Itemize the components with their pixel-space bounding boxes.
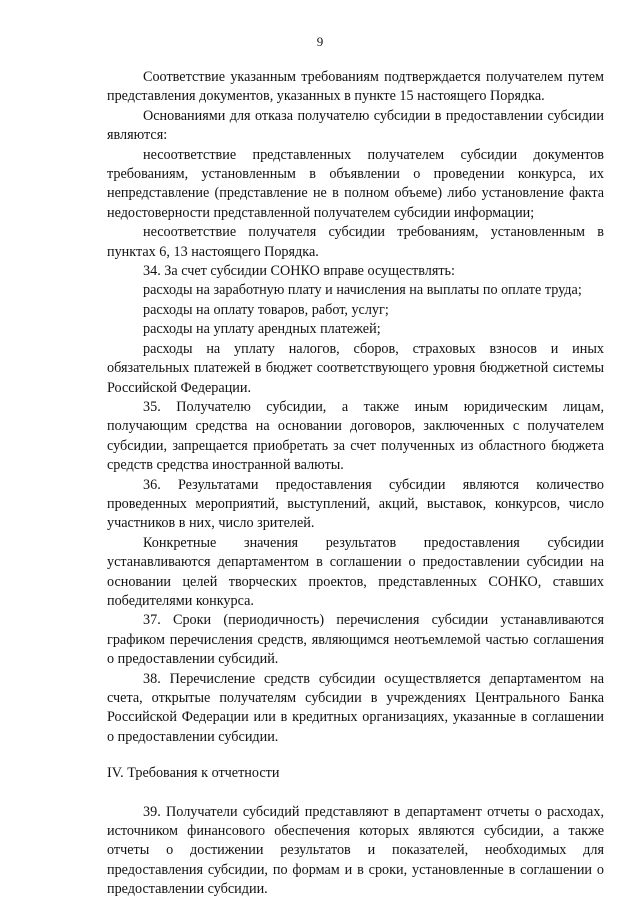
- paragraph: расходы на уплату арендных платежей;: [143, 321, 381, 338]
- paragraph: несоответствие представленных получателем субсидии документов требованиям, установленным в объявлении о проведении конкурса, их непредставление (представление не в полном объеме) либо установление факта недостоверности представленной получателем субсидии информации;: [107, 146, 604, 221]
- paragraph: расходы на оплату товаров, работ, услуг;: [143, 301, 389, 318]
- page-number: 9: [316, 34, 324, 49]
- paragraph: 36. Результатами предоставления субсидии являются количество проведенных мероприятий, выступлений, акций, выставок, конкурсов, число участников в них, число зрителей.: [107, 476, 604, 532]
- paragraph: Конкретные значения результатов предоставления субсидии устанавливаются департаментом в соглашении о предоставлении субсидии на основании целей творческих проектов, представленных СОНКО, ставших победителями конкурса.: [107, 534, 604, 609]
- paragraph: 35. Получателю субсидии, а также иным юридическим лицам, получающим средства на основании договоров, заключенных с получателем субсидии, запрещается приобретать за счет полученных из областного бюджета средств средства иностранной валюты.: [107, 398, 604, 474]
- paragraph: Соответствие указанным требованиям подтверждается получателем путем представления документов, указанных в пункте 15 настоящего Порядка.: [107, 69, 604, 105]
- paragraph: расходы на заработную плату и начисления на выплаты по оплате труда;: [143, 282, 582, 299]
- paragraph: 37. Сроки (периодичность) перечисления субсидии устанавливаются графиком перечисления средств, являющимся неотъемлемой частью соглашения о предоставлении субсидий.: [107, 612, 604, 668]
- paragraph: несоответствие получателя субсидии требованиям, установленным в пунктах 6, 13 настоящего Порядка.: [107, 224, 604, 260]
- paragraph: расходы на уплату налогов, сборов, страховых взносов и иных обязательных платежей в бюджет соответствующего уровня бюджетной системы Российской Федерации.: [107, 340, 604, 396]
- document-body: [107, 68, 604, 900]
- paragraph: 38. Перечисление средств субсидии осуществляется департаментом на счета, открытые получателям субсидии в учреждениях Центрального Банка Российской Федерации или в кредитных организациях, указанные в соглашении о предоставлении субсидии.: [107, 670, 604, 745]
- paragraph: 39. Получатели субсидий представляют в департамент отчеты о расходах, источником финансового обеспечения которых являются субсидии, а также отчеты о достижении результатов и показателей, необходимых для предоставления субсидии, по формам и в сроки, установленные в соглашении о предоставлении субсидии.: [107, 803, 604, 898]
- section-heading: IV. Требования к отчетности: [107, 765, 280, 782]
- paragraph: 34. За счет субсидии СОНКО вправе осуществлять:: [143, 263, 455, 280]
- paragraph: Основаниями для отказа получателю субсидии в предоставлении субсидии являются:: [107, 107, 604, 144]
